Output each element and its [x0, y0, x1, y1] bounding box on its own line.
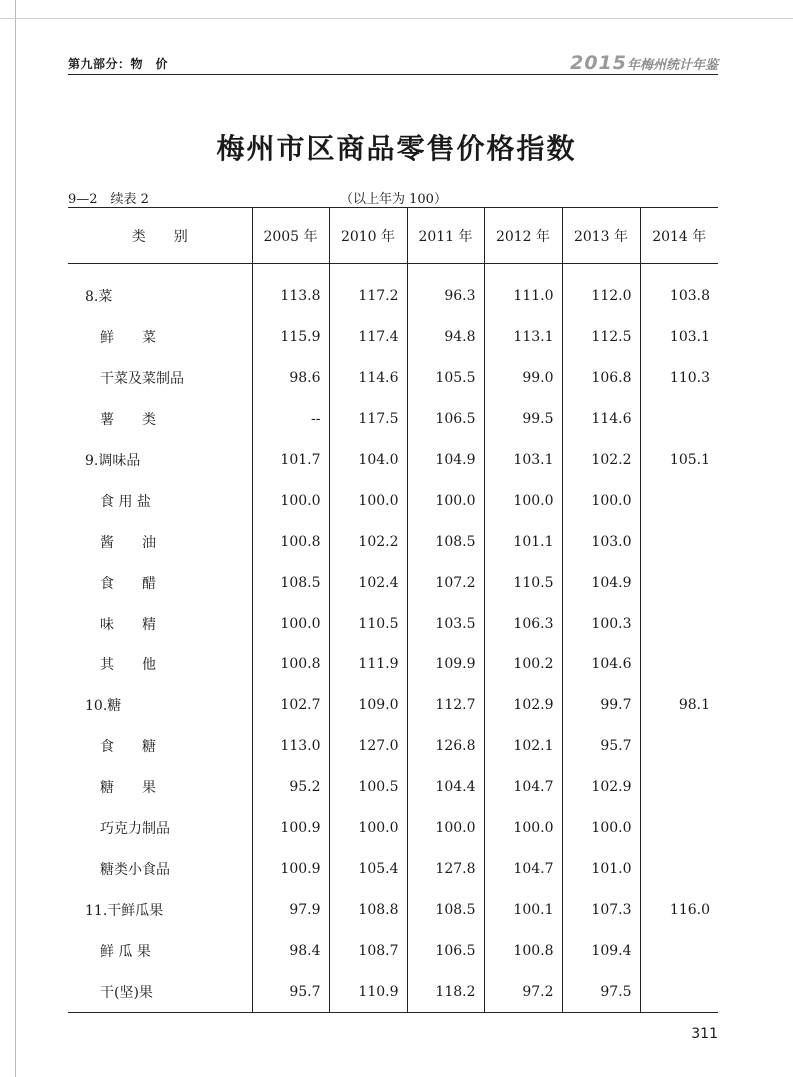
row-value: 99.0 [484, 358, 562, 399]
row-value: 100.0 [484, 808, 562, 849]
table-row [68, 603, 718, 644]
row-value: 104.6 [562, 644, 640, 685]
base-note: （以上年为 100） [340, 192, 447, 207]
row-value: 115.9 [252, 317, 329, 358]
column-header-2005: 2005 年 [252, 208, 329, 264]
table-row [68, 726, 718, 767]
header-rule [68, 74, 718, 75]
row-category: 10.糖 [85, 698, 122, 715]
row-value: 118.2 [407, 971, 484, 1012]
trim-line-horizontal [0, 18, 793, 19]
row-value: 95.2 [252, 767, 329, 808]
row-value: 113.0 [252, 726, 329, 767]
page-title: 梅州市区商品零售价格指数 [216, 132, 577, 165]
row-value: 100.1 [484, 889, 562, 930]
row-value: 103.5 [407, 603, 484, 644]
row-value: 102.9 [484, 685, 562, 726]
row-value: 102.7 [252, 685, 329, 726]
column-header-2013: 2013 年 [562, 208, 640, 264]
row-value: 97.9 [252, 889, 329, 930]
row-value: 127.8 [407, 848, 484, 889]
running-head [68, 52, 718, 74]
row-value: 106.5 [407, 930, 484, 971]
row-category: 鲜 瓜 果 [100, 943, 151, 960]
row-value: 100.0 [484, 480, 562, 521]
row-category: 食 糖 [100, 739, 156, 756]
table-row [68, 808, 718, 849]
row-category: 其 他 [100, 657, 156, 674]
row-value [640, 808, 718, 849]
row-value [640, 644, 718, 685]
price-index-table [68, 207, 718, 1013]
row-value [640, 767, 718, 808]
row-value: 117.5 [329, 399, 407, 440]
page-number: 311 [691, 1026, 718, 1042]
row-value: 108.7 [329, 930, 407, 971]
row-value: 101.1 [484, 521, 562, 562]
row-value: 100.3 [562, 603, 640, 644]
table-subhead [68, 188, 718, 206]
row-value [640, 971, 718, 1012]
row-value: 100.5 [329, 767, 407, 808]
row-value: 97.2 [484, 971, 562, 1012]
row-value [640, 562, 718, 603]
row-value: 111.0 [484, 276, 562, 317]
row-value: 95.7 [252, 971, 329, 1012]
row-value: 100.0 [562, 808, 640, 849]
row-value: 114.6 [562, 399, 640, 440]
row-category: 9.调味品 [85, 453, 141, 469]
row-category: 食 用 盐 [100, 493, 151, 510]
row-category: 鲜 菜 [100, 330, 156, 347]
table-row [68, 971, 718, 1012]
row-value: 111.9 [329, 644, 407, 685]
row-value: 103.0 [562, 521, 640, 562]
row-value: 103.1 [640, 317, 718, 358]
row-value: 127.0 [329, 726, 407, 767]
row-value: 100.8 [484, 930, 562, 971]
table-row [68, 889, 718, 930]
row-value: 100.0 [562, 480, 640, 521]
row-value: 109.9 [407, 644, 484, 685]
row-value: 105.5 [407, 358, 484, 399]
row-value: 100.0 [252, 603, 329, 644]
yearbook-title: 年梅州统计年鉴 [626, 58, 718, 73]
row-value: 100.0 [252, 480, 329, 521]
row-value: 112.5 [562, 317, 640, 358]
row-category: 巧克力制品 [100, 821, 170, 838]
row-value: 104.4 [407, 767, 484, 808]
row-value: -- [252, 399, 329, 440]
yearbook-year: 2015 [570, 52, 627, 74]
row-value: 113.8 [252, 276, 329, 317]
row-category: 味 精 [100, 616, 156, 633]
row-value: 117.2 [329, 276, 407, 317]
section-label: 第九部分：物 价 [68, 57, 169, 71]
row-category: 糖类小食品 [100, 861, 170, 878]
row-value: 94.8 [407, 317, 484, 358]
row-value: 105.1 [640, 440, 718, 481]
yearbook-label [570, 52, 718, 74]
table-header-row [68, 208, 718, 264]
row-category: 薯 类 [100, 412, 156, 429]
row-value [640, 930, 718, 971]
row-value: 106.3 [484, 603, 562, 644]
row-category: 干菜及菜制品 [100, 371, 184, 388]
row-value [640, 399, 718, 440]
row-value: 100.0 [329, 480, 407, 521]
row-value: 108.5 [252, 562, 329, 603]
table-spacer-row [68, 264, 718, 277]
row-category: 酱 油 [100, 534, 156, 551]
row-category: 8.菜 [85, 289, 113, 306]
table-row [68, 562, 718, 603]
row-value: 105.4 [329, 848, 407, 889]
row-value: 102.2 [562, 440, 640, 481]
row-value: 100.9 [252, 848, 329, 889]
row-value: 109.0 [329, 685, 407, 726]
table-row [68, 317, 718, 358]
row-value: 99.7 [562, 685, 640, 726]
row-value [640, 726, 718, 767]
table-row [68, 276, 718, 317]
table-row [68, 930, 718, 971]
column-header-2014: 2014 年 [640, 208, 718, 264]
row-value [640, 521, 718, 562]
row-value: 100.8 [252, 521, 329, 562]
column-header-2012: 2012 年 [484, 208, 562, 264]
row-category: 食 醋 [100, 575, 156, 592]
table-number: 9—2 续表 2 [68, 192, 149, 207]
row-value: 110.5 [329, 603, 407, 644]
row-value: 98.4 [252, 930, 329, 971]
column-header-category: 类 别 [68, 208, 252, 264]
row-value: 98.6 [252, 358, 329, 399]
table-row [68, 399, 718, 440]
row-value: 106.5 [407, 399, 484, 440]
table-row [68, 767, 718, 808]
row-value: 95.7 [562, 726, 640, 767]
table-row [68, 440, 718, 481]
row-value: 100.0 [407, 480, 484, 521]
row-value: 108.5 [407, 521, 484, 562]
row-value [640, 603, 718, 644]
row-value: 102.9 [562, 767, 640, 808]
row-value: 112.0 [562, 276, 640, 317]
table-row [68, 644, 718, 685]
row-value: 98.1 [640, 685, 718, 726]
row-value: 100.0 [407, 808, 484, 849]
row-category: 干(坚)果 [68, 971, 252, 1012]
row-value [640, 848, 718, 889]
column-header-2011: 2011 年 [407, 208, 484, 264]
row-category: 11.干鲜瓜果 [85, 902, 164, 919]
row-value: 100.8 [252, 644, 329, 685]
table-row [68, 848, 718, 889]
table-body [68, 264, 718, 1013]
row-value: 96.3 [407, 276, 484, 317]
row-value: 117.4 [329, 317, 407, 358]
row-value: 97.5 [562, 971, 640, 1012]
row-value: 101.0 [562, 848, 640, 889]
table-row [68, 358, 718, 399]
row-value: 114.6 [329, 358, 407, 399]
row-value: 104.7 [484, 767, 562, 808]
table-row [68, 521, 718, 562]
row-value: 116.0 [640, 889, 718, 930]
row-value: 108.5 [407, 889, 484, 930]
column-header-2010: 2010 年 [329, 208, 407, 264]
row-value: 100.0 [329, 808, 407, 849]
row-value: 104.9 [562, 562, 640, 603]
row-value: 100.9 [252, 808, 329, 849]
row-value: 110.5 [484, 562, 562, 603]
row-value: 106.8 [562, 358, 640, 399]
row-value: 102.4 [329, 562, 407, 603]
row-value: 108.8 [329, 889, 407, 930]
row-value: 100.2 [484, 644, 562, 685]
row-value: 103.8 [640, 276, 718, 317]
table-row [68, 685, 718, 726]
row-value: 126.8 [407, 726, 484, 767]
row-value: 101.7 [252, 440, 329, 481]
row-value: 110.9 [329, 971, 407, 1012]
row-value: 104.0 [329, 440, 407, 481]
row-value: 99.5 [484, 399, 562, 440]
row-category: 糖 果 [100, 780, 156, 797]
table-row [68, 480, 718, 521]
row-value: 112.7 [407, 685, 484, 726]
row-value: 104.9 [407, 440, 484, 481]
row-value: 107.2 [407, 562, 484, 603]
row-value: 102.1 [484, 726, 562, 767]
row-value: 110.3 [640, 358, 718, 399]
row-value: 109.4 [562, 930, 640, 971]
row-value: 103.1 [484, 440, 562, 481]
row-value [640, 480, 718, 521]
row-value: 113.1 [484, 317, 562, 358]
row-value: 107.3 [562, 889, 640, 930]
row-value: 104.7 [484, 848, 562, 889]
row-value: 102.2 [329, 521, 407, 562]
